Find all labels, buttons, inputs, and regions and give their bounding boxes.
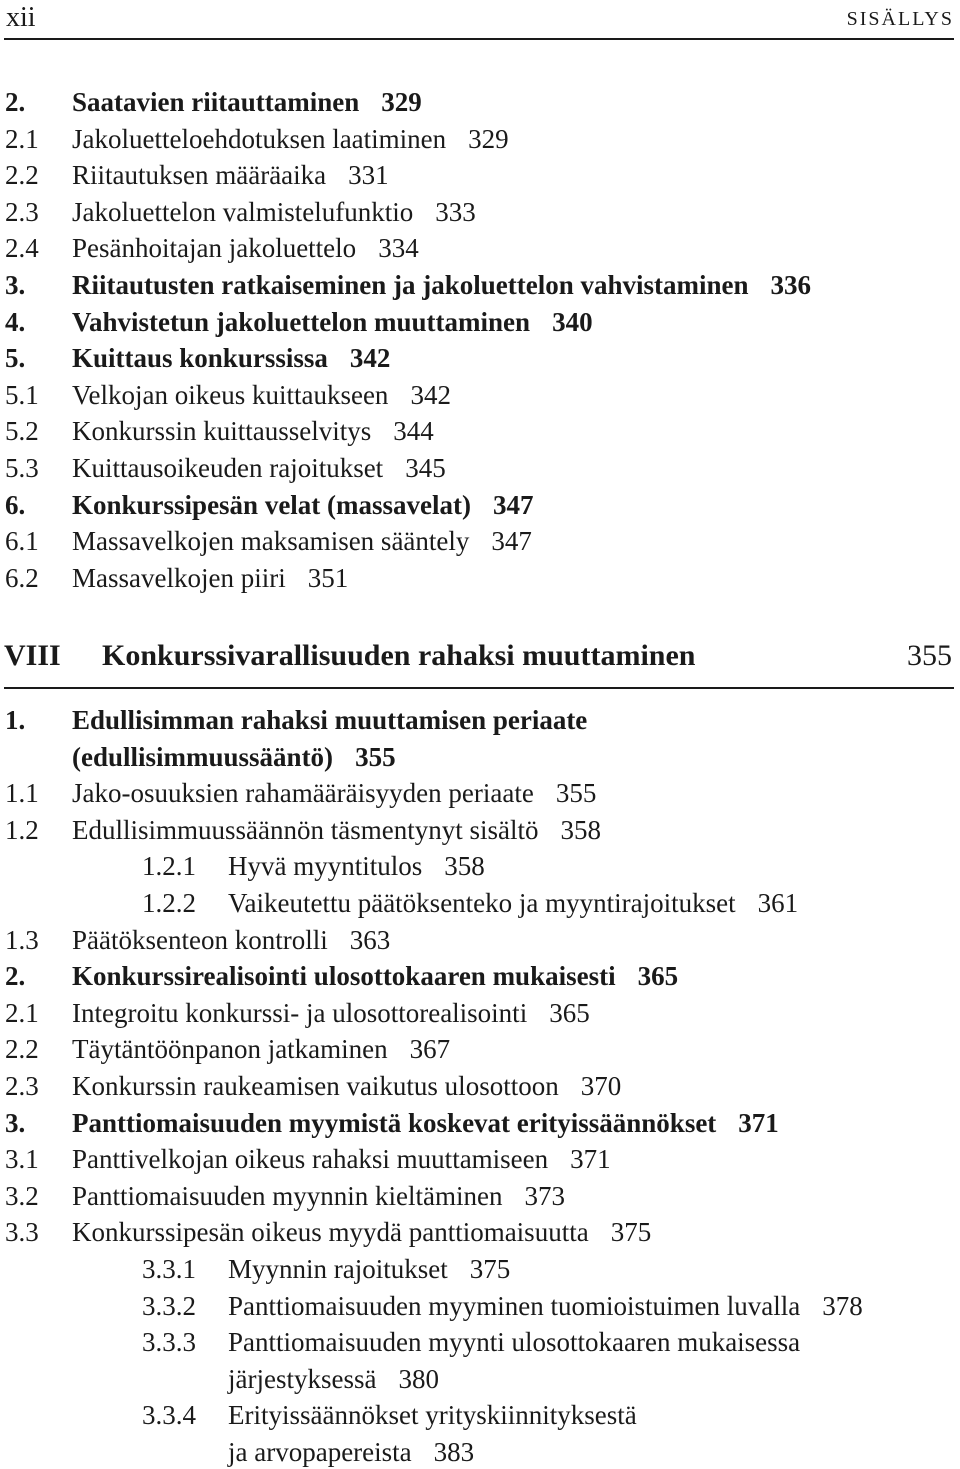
- entry-title: Jako-osuuksien rahamääräisyyden periaate: [72, 778, 534, 809]
- entry-title: Edullisimmuussäännön täsmentynyt sisältö: [72, 814, 539, 845]
- entry-title: (edullisimmuussääntö): [72, 741, 334, 772]
- entry-title: Erityissäännökset yrityskiinnityksestä: [228, 1400, 637, 1431]
- entry-page-number: 363: [349, 924, 391, 955]
- page-header: [0, 0, 960, 42]
- entry-page-number: 342: [349, 343, 391, 374]
- entry-title: järjestyksessä: [228, 1363, 377, 1394]
- entry-number: 5.3: [5, 453, 39, 483]
- entry-page-number: 371: [738, 1107, 779, 1138]
- entry-page-number: 355: [555, 778, 597, 809]
- entry-title: Konkurssin kuittausselvitys: [72, 416, 372, 447]
- entry-number: 2.: [5, 87, 26, 117]
- entry-number: 1.2: [5, 814, 39, 845]
- part-rule: [4, 687, 954, 689]
- entry-number: 2.3: [5, 196, 39, 227]
- entry-number: 6.1: [5, 526, 39, 557]
- entry-page-number: 344: [393, 416, 434, 447]
- entry-page-number: 358: [560, 814, 601, 845]
- entry-page-number: 375: [469, 1254, 511, 1284]
- entry-title: Kuittausoikeuden rajoitukset: [72, 453, 384, 483]
- entry-title: Myynnin rajoitukset: [228, 1254, 448, 1284]
- entry-number: 3.3.3: [142, 1327, 196, 1358]
- entry-title: Saatavien riitauttaminen: [72, 87, 360, 117]
- entry-title: Riitautuksen määräaika: [72, 160, 327, 191]
- entry-number: 1.: [5, 705, 26, 735]
- entry-title: Jakoluettelon valmistelufunktio: [72, 196, 414, 227]
- entry-page-number: 365: [549, 997, 590, 1028]
- entry-title: Konkurssipesän oikeus myydä panttiomaisuutta: [72, 1217, 589, 1248]
- entry-page-number: 370: [580, 1071, 622, 1101]
- entry-page-number: 345: [405, 453, 446, 483]
- entry-number: 2.2: [5, 1034, 39, 1065]
- entry-title: Panttiomaisuuden myymistä koskevat erityissäännökset: [72, 1107, 717, 1138]
- entry-title: Konkurssipesän velat (massavelat): [72, 489, 472, 520]
- entry-page-number: 333: [435, 196, 476, 227]
- running-head: SISÄLLYS: [846, 8, 954, 30]
- entry-page-number: 342: [410, 379, 451, 410]
- entry-page-number: 371: [570, 1144, 611, 1175]
- entry-title: Panttiomaisuuden myyminen tuomioistuimen luvalla: [228, 1290, 801, 1321]
- entry-number: 3.3.2: [142, 1290, 196, 1321]
- entry-page-number: 380: [398, 1363, 439, 1394]
- entry-number: 3.1: [5, 1144, 39, 1175]
- entry-page-number: 329: [381, 87, 422, 117]
- entry-page-number: 358: [444, 851, 485, 882]
- entry-number: 2.1: [5, 997, 39, 1028]
- entry-number: 3.: [5, 270, 26, 300]
- entry-number: 3.2: [5, 1180, 39, 1211]
- entry-number: 3.: [5, 1107, 26, 1138]
- entry-number: 4.: [5, 306, 26, 337]
- entry-number: 2.: [5, 961, 26, 992]
- entry-title: Riitautusten ratkaiseminen ja jakoluettelon vahvistaminen: [72, 270, 749, 300]
- entry-number: 2.2: [5, 160, 39, 191]
- entry-number: 5.1: [5, 379, 39, 410]
- entry-number: 3.3.4: [142, 1400, 196, 1431]
- entry-title: Panttiomaisuuden myynti ulosottokaaren mukaisessa: [228, 1327, 801, 1358]
- entry-title: ja arvopapereista: [228, 1437, 412, 1467]
- entry-title: Integroitu konkurssi- ja ulosottorealisointi: [72, 997, 528, 1028]
- entry-title: Konkurssirealisointi ulosottokaaren mukaisesti: [72, 961, 616, 992]
- entry-page-number: 329: [468, 123, 509, 154]
- entry-title: Velkojan oikeus kuittaukseen: [72, 379, 389, 410]
- entry-title: Panttiomaisuuden myynnin kieltäminen: [72, 1180, 503, 1211]
- entry-title: Edullisimman rahaksi muuttamisen periaate: [72, 705, 588, 735]
- entry-number: 2.1: [5, 123, 39, 154]
- entry-page-number: 355: [355, 741, 396, 772]
- part-number: VIII: [4, 639, 61, 672]
- entry-page-number: 383: [433, 1437, 475, 1467]
- entry-page-number: 373: [524, 1180, 565, 1211]
- entry-page-number: 340: [552, 306, 593, 337]
- entry-title: Päätöksenteon kontrolli: [72, 924, 328, 955]
- entry-title: Jakoluetteloehdotuksen laatiminen: [72, 123, 447, 154]
- entry-title: Konkurssin raukeamisen vaikutus ulosottoon: [72, 1071, 559, 1101]
- entry-number: 5.: [5, 343, 26, 374]
- entry-page-number: 367: [409, 1034, 451, 1065]
- entry-page-number: 361: [757, 888, 799, 918]
- entry-number: 3.3: [5, 1217, 39, 1248]
- entry-title: Vaikeutettu päätöksenteko ja myyntirajoitukset: [228, 888, 736, 918]
- page-number: xii: [6, 2, 36, 33]
- entry-title: Hyvä myyntitulos: [228, 851, 423, 882]
- entry-page-number: 334: [378, 233, 419, 264]
- entry-title: Panttivelkojan oikeus rahaksi muuttamiseen: [72, 1144, 549, 1175]
- entry-page-number: 347: [493, 489, 534, 520]
- header-rule: [4, 38, 954, 40]
- entry-page-number: 378: [822, 1290, 863, 1321]
- entry-page-number: 375: [610, 1217, 652, 1248]
- entry-number: 1.2.1: [142, 851, 196, 882]
- entry-page-number: 331: [348, 160, 389, 191]
- entry-page-number: 351: [307, 562, 349, 593]
- entry-page-number: 347: [491, 526, 532, 557]
- entry-number: 6.: [5, 489, 26, 520]
- entry-title: Massavelkojen maksamisen sääntely: [72, 526, 470, 557]
- entry-number: 2.3: [5, 1071, 39, 1101]
- entry-page-number: 365: [637, 961, 679, 992]
- entry-title: Vahvistetun jakoluettelon muuttaminen: [72, 306, 531, 337]
- entry-number: 5.2: [5, 416, 39, 447]
- entry-number: 1.3: [5, 924, 39, 955]
- entry-title: Täytäntöönpanon jatkaminen: [72, 1034, 388, 1065]
- entry-title: Massavelkojen piiri: [72, 562, 286, 593]
- entry-number: 1.1: [5, 778, 39, 809]
- entry-title: Kuittaus konkurssissa: [72, 343, 328, 374]
- entry-page-number: 336: [770, 270, 812, 300]
- entry-number: 6.2: [5, 562, 39, 593]
- part-heading: [0, 636, 960, 692]
- entry-number: 1.2.2: [142, 888, 196, 918]
- part-title: Konkurssivarallisuuden rahaksi muuttaminen: [102, 639, 696, 672]
- entry-title: Pesänhoitajan jakoluettelo: [72, 233, 357, 264]
- part-page-number: 355: [907, 639, 952, 672]
- entry-number: 2.4: [5, 233, 39, 264]
- entry-number: 3.3.1: [142, 1254, 196, 1284]
